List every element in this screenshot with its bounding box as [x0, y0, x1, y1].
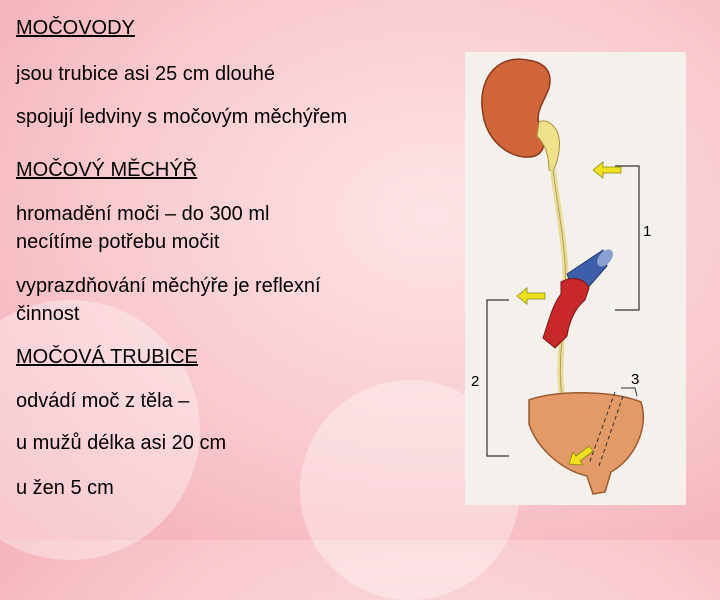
text-line: u mužů délka asi 20 cm [16, 432, 227, 454]
urinary-tract-illustration [465, 52, 686, 505]
label-1: 1 [643, 223, 652, 240]
bracket-2 [487, 300, 509, 456]
heading-mocovy-mechyr: MOČOVÝ MĚCHÝŘ [16, 159, 198, 181]
text-line: vyprazdňování měchýře je reflexní [16, 275, 321, 297]
urinary-tract-drawing [465, 52, 686, 505]
heading-mocovody: MOČOVODY [16, 17, 135, 39]
text-line: hromadění moči – do 300 ml [16, 203, 270, 225]
arrow-icon [593, 162, 621, 178]
label-3: 3 [631, 371, 640, 388]
label-2: 2 [471, 373, 480, 390]
artery [543, 279, 589, 348]
heading-mocova-trubice: MOČOVÁ TRUBICE [16, 346, 198, 368]
text-line: jsou trubice asi 25 cm dlouhé [16, 63, 276, 85]
bracket-1 [615, 166, 639, 310]
bladder [529, 393, 643, 494]
text-line: odvádí moč z těla – [16, 390, 190, 412]
arrow-icon [517, 288, 545, 304]
kidney [482, 59, 550, 157]
text-line: spojují ledviny s močovým měchýřem [16, 106, 348, 128]
text-line: necítíme potřebu močit [16, 231, 220, 253]
text-line: činnost [16, 303, 80, 325]
text-line: u žen 5 cm [16, 477, 114, 499]
